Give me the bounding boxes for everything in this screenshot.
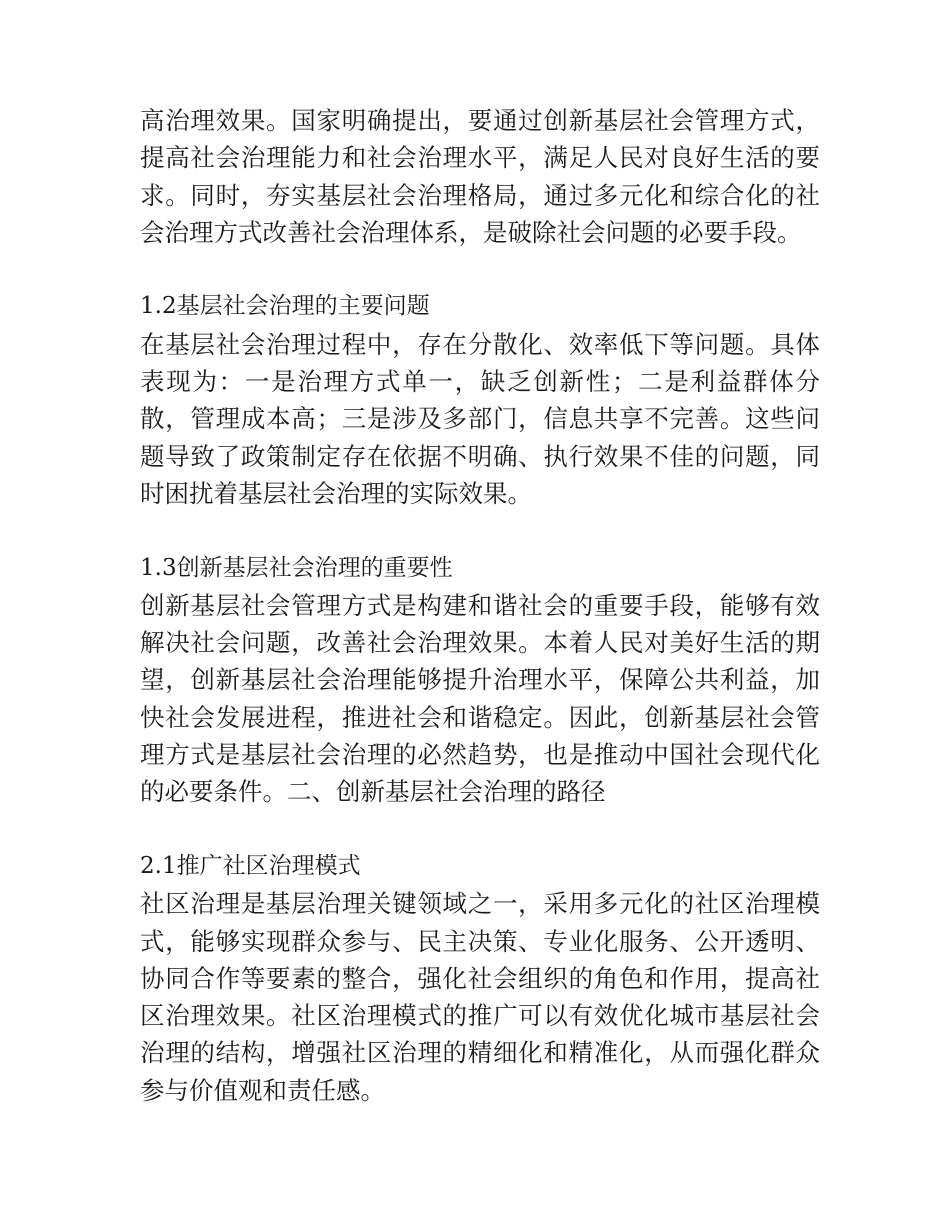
document-body: [140, 102, 820, 1109]
section-heading-2-1: 2.1推广社区治理模式: [140, 852, 361, 879]
section-body-1-2: 在基层社会治理过程中，存在分散化、效率低下等问题。具体表现为：一是治理方式单一，缺乏创新性；二是利益群体分散，管理成本高；三是涉及多部门，信息共享不完善。这些问题导致了政策制定存在依据不明确、执行效果不佳的问题，同时困扰着基层社会治理的实际效果。: [140, 329, 820, 508]
section-heading-1-3: 1.3创新基层社会治理的重要性: [140, 554, 453, 581]
section-body-2-1: 社区治理是基层治理关键领域之一，采用多元化的社区治理模式，能够实现群众参与、民主决策、专业化服务、公开透明、协同合作等要素的整合，强化社会组织的角色和作用，提高社区治理效果。社区治理模式的推广可以有效优化城市基层社会治理的结构，增强社区治理的精细化和精准化，从而强化群众参与价值观和责任感。: [140, 889, 820, 1105]
section-heading-1-2: 1.2基层社会治理的主要问题: [140, 293, 430, 320]
intro-paragraph: 高治理效果。国家明确提出，要通过创新基层社会管理方式，提高社会治理能力和社会治理水平，满足人民对良好生活的要求。同时，夯实基层社会治理格局，通过多元化和综合化的社会治理方式改善社会治理体系，是破除社会问题的必要手段。: [140, 106, 820, 247]
section-body-1-3: 创新基层社会管理方式是构建和谐社会的重要手段，能够有效解决社会问题，改善社会治理效果。本着人民对美好生活的期望，创新基层社会治理能够提升治理水平，保障公共利益，加快社会发展进程，推进社会和谐稳定。因此，创新基层社会管理方式是基层社会治理的必然趋势，也是推动中国社会现代化的必要条件。二、创新基层社会治理的路径: [140, 590, 820, 807]
